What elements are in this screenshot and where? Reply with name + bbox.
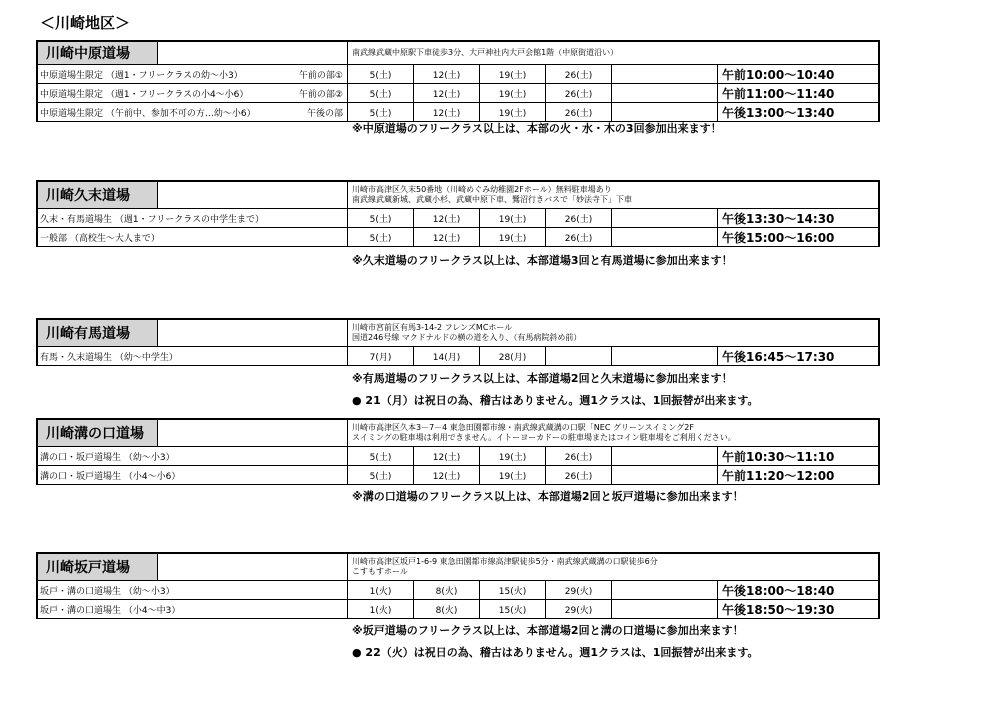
schedule-row: 一般部 （高校生～大人まで） 5(土) 12(土) 19(土) 26(土) 午後15:00～16:00: [38, 228, 878, 246]
schedule-row: 中原道場生限定 （週1・フリークラスの小4～小6） 午前の部② 5(土) 12(土) 19(土) 26(土) 午前11:00～11:40: [38, 84, 878, 103]
dojo-address: 川崎市高津区久末50番地（川崎めぐみ幼稚園2Fホール）無料駐車場あり 南武線武蔵新城、武蔵小杉、武蔵中原下車、鷺沼行きバスで「妙法寺下」下車: [352, 185, 632, 204]
schedule-row: 溝の口・坂戸道場生 （幼～小3） 5(土) 12(土) 19(土) 26(土) 午前10:30～11:10: [38, 447, 878, 466]
dojo-note: ※坂戸道場のフリークラス以上は、本部道場2回と溝の口道場に参加出来ます！: [352, 624, 744, 637]
schedule-row: 溝の口・坂戸道場生 （小4～小6） 5(土) 12(土) 19(土) 26(土) 午前11:20～12:00: [38, 466, 878, 484]
dojo-note: ※中原道場のフリークラス以上は、本部の火・水・木の3回参加出来ます！: [352, 122, 722, 135]
dojo-address: 川崎市宮前区有馬3-14-2 フレンズMCホール 国道246号線 マクドナルドの横の道を入り、（有馬病院斜め前）: [352, 323, 582, 342]
dojo-name: 川崎有馬道場: [38, 320, 158, 346]
dojo-address: 川崎市高津区坂戸1-6-9 東急田園都市線高津駅徒歩5分・南武線武蔵溝の口駅徒歩6分 こすもすホール: [352, 557, 658, 576]
schedule-row: 中原道場生限定 （週1・フリークラスの幼～小3） 午前の部① 5(土) 12(土) 19(土) 26(土) 午前10:00～10:40: [38, 65, 878, 84]
holiday-notice: ● 21（月）は祝日の為、稽古はありません。週1クラスは、1回振替が出来ます。: [352, 394, 759, 407]
dojo-note: ※久末道場のフリークラス以上は、本部道場3回と有馬道場に参加出来ます！: [352, 254, 733, 267]
dojo-arima: [36, 318, 880, 366]
schedule-row: 坂戸・溝の口道場生 （幼～小3） 1(火) 8(火) 15(火) 29(火) 午後18:00～18:40: [38, 581, 878, 600]
schedule-row: 坂戸・溝の口道場生 （小4～中3） 1(火) 8(火) 15(火) 29(火) 午後18:50～19:30: [38, 600, 878, 618]
dojo-name: 川崎中原道場: [38, 42, 158, 64]
dojo-sakado: [36, 552, 880, 619]
dojo-address: 南武線武蔵中原駅下車徒歩3分、大戸神社内大戸会館1階（中原街道沿い）: [352, 48, 619, 57]
dojo-name: 川崎久末道場: [38, 182, 158, 208]
schedule-row: 有馬・久末道場生 （幼～中学生） 7(月) 14(月) 28(月) 午後16:45～17:30: [38, 347, 878, 365]
holiday-notice: ● 22（火）は祝日の為、稽古はありません。週1クラスは、1回振替が出来ます。: [352, 646, 759, 659]
dojo-address: 川崎市高津区久本3－7－4 東急田園都市線・南武線武蔵溝の口駅「NEC グリーンスイミング2F スイミングの駐車場は利用できません。イトーヨーカドーの駐車場またはコイン駐車場をご利用ください。: [352, 423, 736, 442]
dojo-name: 川崎溝の口道場: [38, 420, 158, 446]
dojo-note: ※有馬道場のフリークラス以上は、本部道場2回と久末道場に参加出来ます！: [352, 372, 733, 385]
dojo-hisasue: [36, 180, 880, 247]
dojo-name: 川崎坂戸道場: [38, 554, 158, 580]
schedule-row: 中原道場生限定 （午前中、参加不可の方…幼～小6） 午後の部 5(土) 12(土) 19(土) 26(土) 午後13:00～13:40: [38, 103, 878, 121]
dojo-mizonokuchi: [36, 418, 880, 485]
dojo-nakahara: [36, 40, 880, 122]
region-title: ＜川崎地区＞: [40, 14, 131, 32]
dojo-note: ※溝の口道場のフリークラス以上は、本部道場2回と坂戸道場に参加出来ます！: [352, 490, 744, 503]
schedule-row: 久末・有馬道場生 （週1・フリークラスの中学生まで） 5(土) 12(土) 19(土) 26(土) 午後13:30～14:30: [38, 209, 878, 228]
